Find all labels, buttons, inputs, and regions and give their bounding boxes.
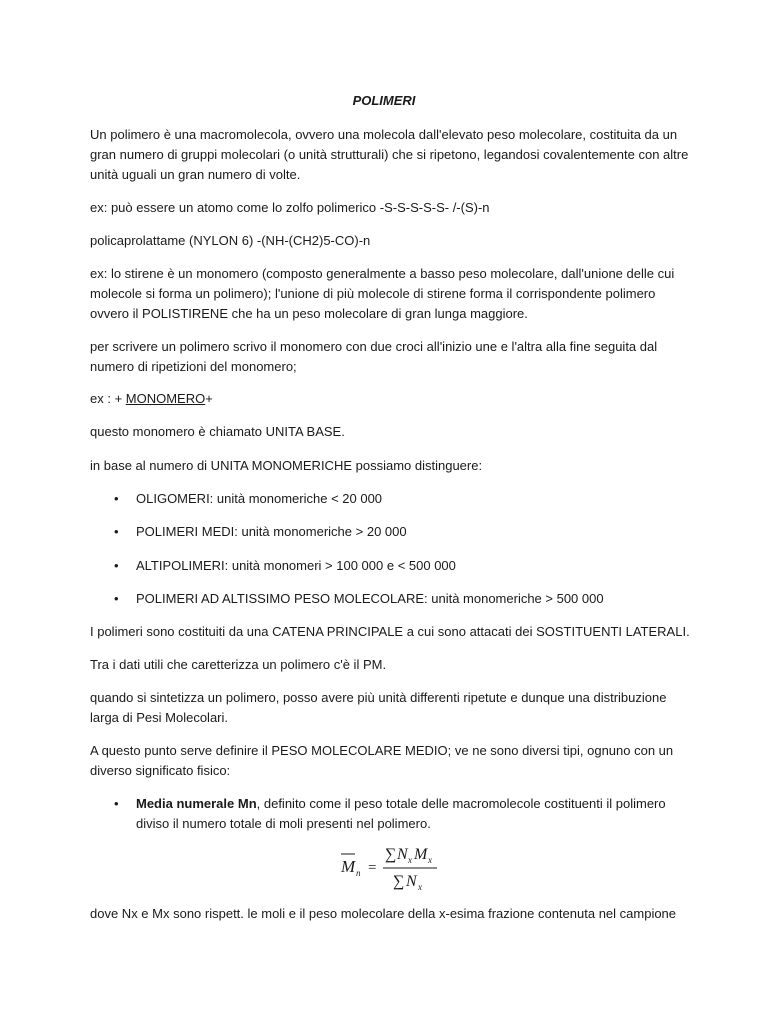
list-item-oligomeri: OLIGOMERI: unità monomeriche < 20 000 [136,491,383,506]
formula-num-m: M [414,846,428,863]
formula-num-n-sub: x [408,855,412,865]
list-item-media-numerale [136,794,696,834]
paragraph-polymer-notation: per scrivere un polimero scrivo il monomero con due croci all'inizio une e l'altra alla fine seguita dal numero di ripetizioni del monomero; [90,339,658,374]
list-item-altissimo-peso: POLIMERI AD ALTISSIMO PESO MOLECOLARE: unità monomeriche > 500 000 [136,591,604,606]
paragraph-catena: I polimeri sono costituiti da una CATENA PRINCIPALE a cui sono attacati dei SOSTITUENTI LATERALI. [90,624,690,639]
formula-den-n-sub: x [418,882,422,892]
bullet-marker: • [114,524,119,539]
paragraph-pm: Tra i dati utili che caretterizza un polimero c'è il PM. [90,657,387,672]
formula-svg [335,842,455,894]
formula-den-n: N [406,873,417,890]
list-item-altipolimeri: ALTIPOLIMERI: unità monomeri > 100 000 e < 500 000 [136,558,456,573]
formula-lhs: M [341,857,356,876]
paragraph-distinguish: in base al numero di UNITA MONOMERICHE possiamo distinguere: [90,458,483,473]
bullet-marker: • [114,558,119,573]
paragraph-peso-medio: A questo punto serve definire il PESO MOLECOLARE MEDIO; ve ne sono diversi tipi, ognuno con un diverso significato fisico: [90,743,674,778]
paragraph-nylon: policaprolattame (NYLON 6) -(NH-(CH2)5-CO)-n [90,233,371,248]
paragraph-intro: Un polimero è una macromolecola, ovvero una molecola dall'elevato peso molecolare, costituita da un gran numero di gruppi molecolari (o unità strutturali) che si ripetono, legandosi covalentemente con altre unità uguali un gran numero di volte. [90,127,689,182]
monomer-example-prefix: ex : + [90,391,126,406]
formula-num-n: N [397,846,408,863]
paragraph-dove: dove Nx e Mx sono rispett. le moli e il peso molecolare della x-esima frazione contenuta nel campione [90,906,677,921]
monomer-example-underlined: MONOMERO [125,391,206,406]
bullet-marker: • [114,796,119,811]
bullet-marker: • [114,591,119,606]
paragraph-sulfur-example: ex: può essere un atomo come lo zolfo polimerico -S-S-S-S-S- /-(S)-n [90,200,490,215]
formula-num-sigma: ∑ [385,846,397,863]
paragraph-distribuzione: quando si sintetizza un polimero, posso avere più unità differenti ripetute e dunque una distribuzione larga di Pesi Molecolari. [90,690,667,725]
monomer-example-suffix: + [205,391,213,406]
paragraph-unita-base: questo monomero è chiamato UNITA BASE. [90,424,345,439]
formula-mn [0,842,768,894]
paragraph-monomer-example [90,389,690,409]
formula-equals: = [368,860,377,876]
paragraph-styrene: ex: lo stirene è un monomero (composto generalmente a basso peso molecolare, dall'unione delle cui molecole si forma un polimero); l'unione di più molecole di stirene forma il corrispondente polimero ovvero il POLISTIRENE che ha un peso molecolare di gran lunga maggiore. [90,266,675,321]
media-numerale-definition: , definito come il peso totale delle macromolecole costituenti il polimero diviso il numero totale di moli presenti nel polimero. [136,796,666,831]
bullet-marker: • [114,491,119,506]
list-item-polimeri-medi: POLIMERI MEDI: unità monomeriche > 20 000 [136,524,407,539]
document-title: POLIMERI [352,93,416,108]
media-numerale-term: Media numerale Mn [136,796,257,811]
formula-den-sigma: ∑ [393,873,405,890]
formula-lhs-sub: n [356,868,361,878]
formula-num-m-sub: x [428,855,432,865]
